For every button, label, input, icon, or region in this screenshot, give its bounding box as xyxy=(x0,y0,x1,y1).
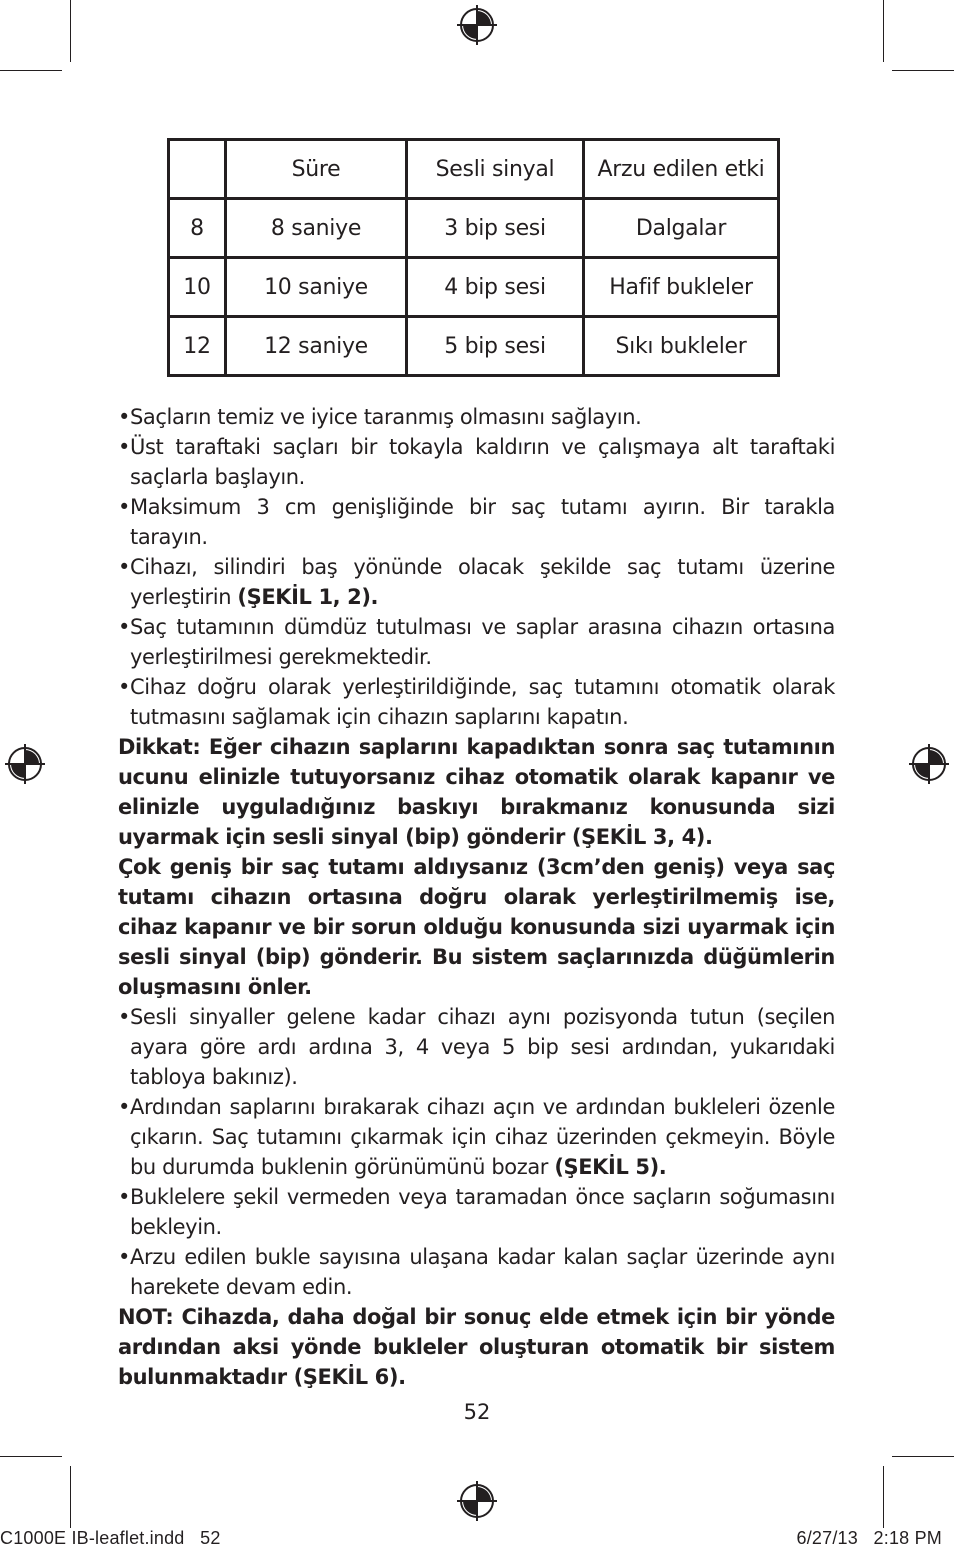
figure-reference: (ŞEKİL 5). xyxy=(554,1155,667,1179)
registration-mark-icon xyxy=(457,1481,497,1521)
warning-paragraph: Dikkat: Eğer cihazın saplarını kapadıktan sonra saç tutamının ucunu elinizle tutuyorsanız cihaz otomatik olarak kapanır ve elinizle uyguladığınız baskıyı bırakmanız konusunda sizi uyarmak için sesli sinyal (bip) gönderir (ŞEKİL 3, 4). xyxy=(118,735,835,849)
table-cell: Dalgalar xyxy=(584,199,779,258)
table-cell: 4 bip sesi xyxy=(407,258,584,317)
crop-mark-bottom-left-vertical xyxy=(70,1466,71,1528)
instruction-text: Arzu edilen bukle sayısına ulaşana kadar kalan saçlar üzerinde aynı harekete devam edin. xyxy=(130,1245,835,1299)
table-row xyxy=(169,199,779,258)
crop-mark-top-left-horizontal xyxy=(0,70,62,71)
instruction-text: Ardından saplarını bırakarak cihazı açın ve ardından bukleleri özenle çıkarın. Saç tutamını çıkarmak için cihaz üzerinden çekmeyin. Böyle bu durumda buklenin görünümünü bozar xyxy=(130,1095,835,1179)
table-header-cell: Sesli sinyal xyxy=(407,140,584,199)
table-cell: 8 xyxy=(169,199,226,258)
registration-mark-icon xyxy=(5,744,45,784)
figure-reference: (ŞEKİL 1, 2). xyxy=(237,585,379,609)
table-cell: 10 saniye xyxy=(226,258,407,317)
table-cell: 8 saniye xyxy=(226,199,407,258)
table-cell: 12 saniye xyxy=(226,317,407,376)
settings-table xyxy=(167,138,780,377)
instruction-text: Buklelere şekil vermeden veya taramadan önce saçların soğumasını bekleyin. xyxy=(130,1185,835,1239)
crop-mark-bottom-right-horizontal xyxy=(892,1456,954,1457)
table-row xyxy=(169,258,779,317)
table-cell: 10 xyxy=(169,258,226,317)
instruction-bullet xyxy=(118,612,835,672)
instruction-bullet xyxy=(118,1182,835,1242)
warning-paragraph: Çok geniş bir saç tutamı aldıysanız (3cm’den geniş) veya saç tutamı cihazın ortasına doğru olarak yerleştirilmemiş ise, cihaz kapanır ve bir sorun olduğu konusunda sizi uyarmak için sesli sinyal (bip) gönderir. Bu sistem saçlarınızda düğümlerin oluşmasını önler. xyxy=(118,855,835,999)
instruction-text: Cihaz doğru olarak yerleştirildiğinde, saç tutamını otomatik olarak tutmasını sağlamak için cihazın saplarını kapatın. xyxy=(130,675,835,729)
instruction-text: Sesli sinyaller gelene kadar cihazı aynı pozisyonda tutun (seçilen ayara göre ardı ardına 3, 4 veya 5 bip sesi ardından, yukarıdaki tabloya bakınız). xyxy=(130,1005,835,1089)
crop-mark-bottom-left-horizontal xyxy=(0,1456,62,1457)
instruction-bullet xyxy=(118,1002,835,1092)
crop-mark-bottom-right-vertical xyxy=(883,1466,884,1528)
instruction-bullet xyxy=(118,1092,835,1182)
table-row xyxy=(169,317,779,376)
table-cell: 12 xyxy=(169,317,226,376)
table-header-cell: Süre xyxy=(226,140,407,199)
instruction-text: Maksimum 3 cm genişliğinde bir saç tutamı ayırın. Bir tarakla tarayın. xyxy=(130,495,835,549)
instruction-text: Cihazı, silindiri baş yönünde olacak şekilde saç tutamı üzerine yerleştirin xyxy=(130,555,835,609)
table-cell: Sıkı bukleler xyxy=(584,317,779,376)
table-cell: 3 bip sesi xyxy=(407,199,584,258)
table-header-row xyxy=(169,140,779,199)
crop-mark-top-right-horizontal xyxy=(892,70,954,71)
instruction-bullet xyxy=(118,672,835,732)
table-header-cell xyxy=(169,140,226,199)
registration-mark-icon xyxy=(909,744,949,784)
crop-mark-top-right-vertical xyxy=(883,0,884,62)
registration-mark-icon xyxy=(457,5,497,45)
table-cell: Hafif bukleler xyxy=(584,258,779,317)
slug-file-info: C1000E IB-leaflet.indd 52 xyxy=(0,1528,221,1548)
instructions-body xyxy=(118,402,835,1392)
table-header-cell: Arzu edilen etki xyxy=(584,140,779,199)
note-paragraph: NOT: Cihazda, daha doğal bir sonuç elde etmek için bir yönde ardından aksi yönde bukleler oluşturan otomatik bir sistem bulunmaktadır (ŞEKİL 6). xyxy=(118,1305,835,1389)
instruction-bullet xyxy=(118,432,835,492)
instruction-text: Saçların temiz ve iyice taranmış olmasını sağlayın. xyxy=(130,405,642,429)
crop-mark-top-left-vertical xyxy=(70,0,71,62)
instruction-bullet xyxy=(118,402,835,432)
instruction-bullet xyxy=(118,492,835,552)
instruction-text: Saç tutamının dümdüz tutulması ve saplar arasına cihazın ortasına yerleştirilmesi gerekmektedir. xyxy=(130,615,835,669)
slug-date-info: 6/27/13 2:18 PM xyxy=(796,1528,942,1548)
page-number: 52 xyxy=(463,1400,491,1424)
table-cell: 5 bip sesi xyxy=(407,317,584,376)
instruction-bullet xyxy=(118,1242,835,1302)
instruction-bullet xyxy=(118,552,835,612)
instruction-text: Üst taraftaki saçları bir tokayla kaldırın ve çalışmaya alt taraftaki saçlarla başlayın. xyxy=(130,435,835,489)
